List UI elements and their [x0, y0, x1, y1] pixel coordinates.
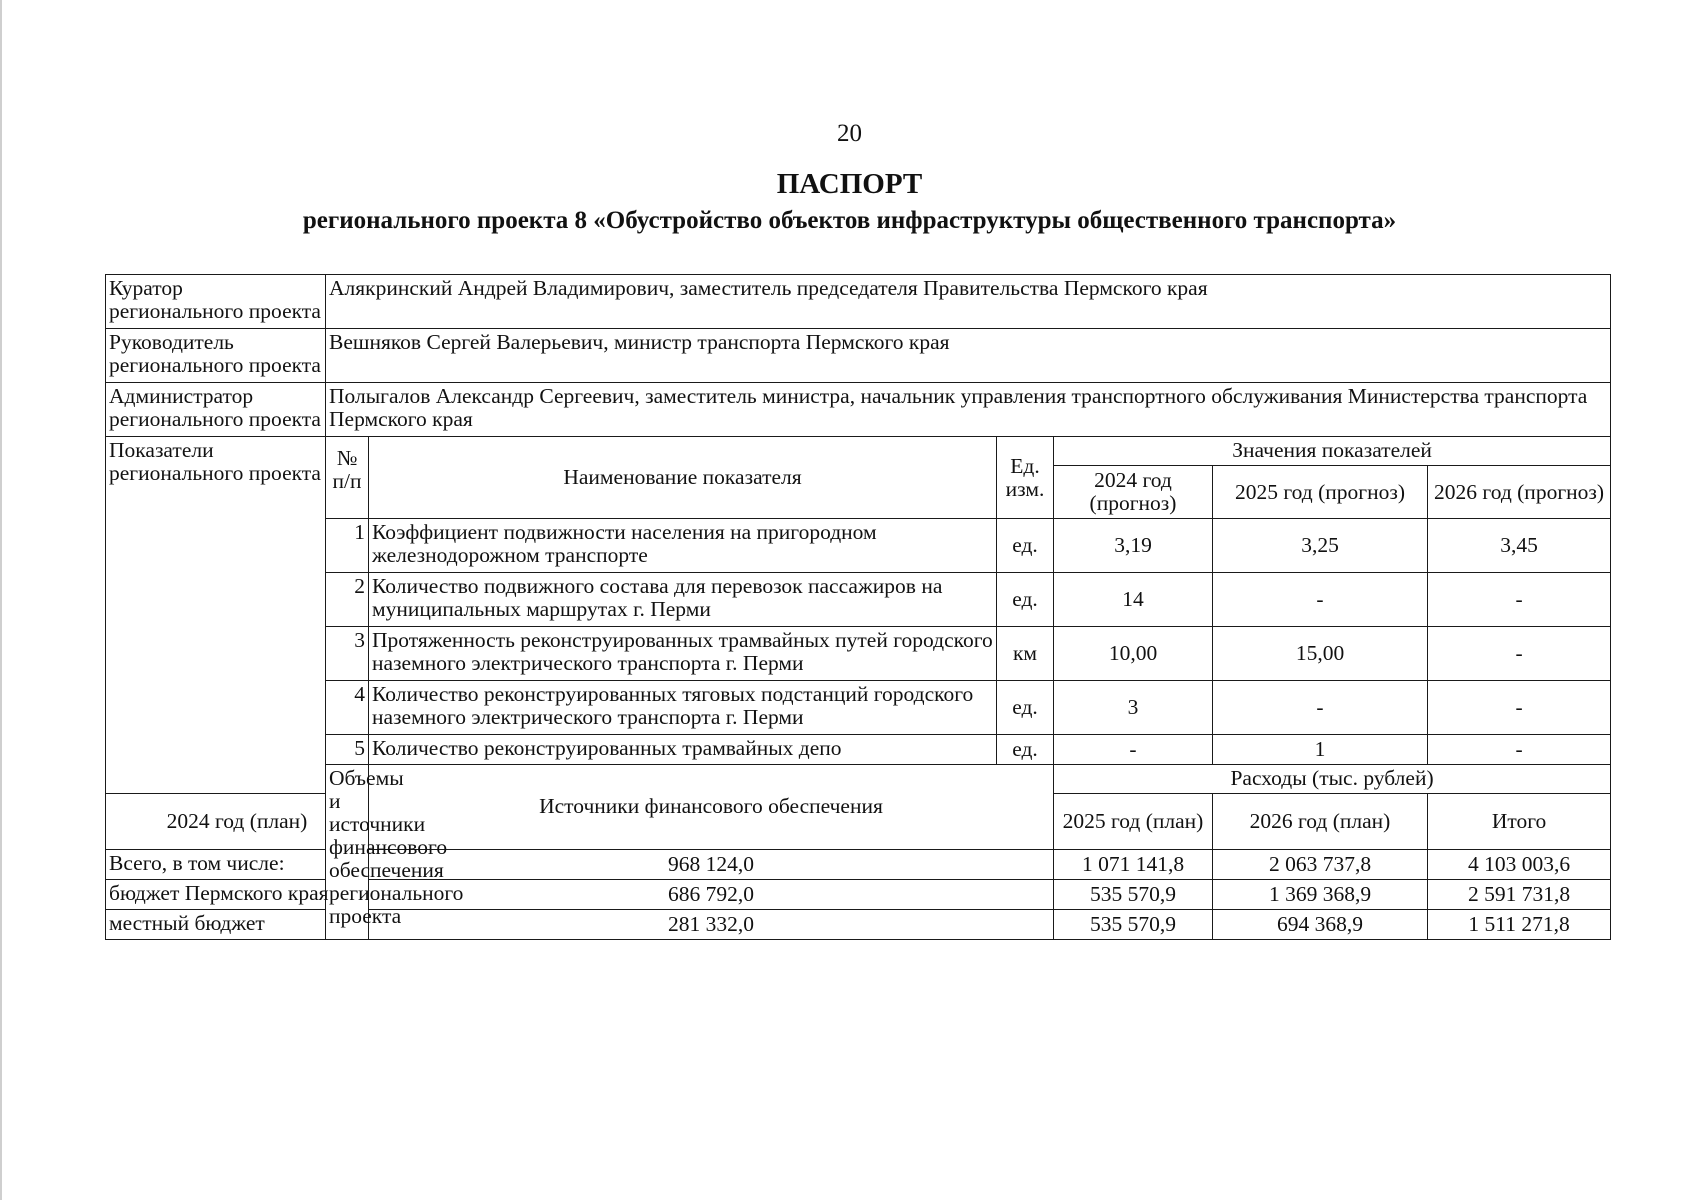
- indicator-num: 5: [326, 735, 369, 765]
- finance-year-2025: 2025 год (план): [1054, 794, 1213, 850]
- indicator-unit: ед.: [997, 681, 1054, 735]
- indicator-value-2024: 14: [1054, 573, 1213, 627]
- indicator-row: [106, 573, 1611, 627]
- passport-table: [105, 274, 1611, 940]
- indicator-name: Количество реконструированных трамвайных депо: [369, 735, 997, 765]
- finance-col-total: Итого: [1428, 794, 1611, 850]
- indicator-value-2026: -: [1428, 735, 1611, 765]
- curator-row: [106, 275, 1611, 329]
- document-title: ПАСПОРТ: [776, 168, 923, 200]
- curator-label: Куратор регионального проекта: [106, 275, 326, 329]
- indicator-value-2025: 1: [1213, 735, 1428, 765]
- indicator-row: [106, 519, 1611, 573]
- finance-value-2025: 1 071 141,8: [1054, 850, 1213, 880]
- admin-value: Полыгалов Александр Сергеевич, заместитель министра, начальник управления транспортного обслуживания Министерства транспорта Пермского края: [326, 383, 1611, 437]
- indicator-value-2024: 10,00: [1054, 627, 1213, 681]
- finance-value-2026: 694 368,9: [1213, 910, 1428, 940]
- curator-value: Алякринский Андрей Владимирович, заместитель председателя Правительства Пермского края: [326, 275, 1611, 329]
- indicator-value-2024: 3,19: [1054, 519, 1213, 573]
- indicator-unit: ед.: [997, 735, 1054, 765]
- finance-section-label: Объемы и источники финансового обеспечения регионального проекта: [326, 765, 369, 940]
- indicator-row: [106, 735, 1611, 765]
- indicator-value-2024: -: [1054, 735, 1213, 765]
- indicator-row: [106, 681, 1611, 735]
- indicator-num: 3: [326, 627, 369, 681]
- indicator-value-2026: -: [1428, 573, 1611, 627]
- admin-row: [106, 383, 1611, 437]
- indicator-value-2024: 3: [1054, 681, 1213, 735]
- head-value: Вешняков Сергей Валерьевич, министр транспорта Пермского края: [326, 329, 1611, 383]
- indicator-name: Количество реконструированных тяговых подстанций городского наземного электрического транспорта г. Перми: [369, 681, 997, 735]
- finance-year-2026: 2026 год (план): [1213, 794, 1428, 850]
- indicator-unit: ед.: [997, 573, 1054, 627]
- indicator-value-2026: -: [1428, 681, 1611, 735]
- finance-value-2026: 1 369 368,9: [1213, 880, 1428, 910]
- indicator-name: Протяженность реконструированных трамвайных путей городского наземного электрического транспорта г. Перми: [369, 627, 997, 681]
- indicators-col-num: № п/п: [326, 437, 369, 519]
- finance-source: Всего, в том числе:: [106, 850, 369, 880]
- page-number: 20: [837, 120, 862, 147]
- indicator-name: Коэффициент подвижности населения на пригородном железнодорожном транспорте: [369, 519, 997, 573]
- indicator-value-2025: 15,00: [1213, 627, 1428, 681]
- indicator-unit: км: [997, 627, 1054, 681]
- indicator-value-2025: -: [1213, 681, 1428, 735]
- finance-value-2026: 2 063 737,8: [1213, 850, 1428, 880]
- admin-label: Администратор регионального проекта: [106, 383, 326, 437]
- indicator-row: [106, 627, 1611, 681]
- indicator-num: 4: [326, 681, 369, 735]
- finance-value-2024: 968 124,0: [369, 850, 1054, 880]
- indicators-col-name: Наименование показателя: [369, 437, 997, 519]
- finance-year-2024: 2024 год (план): [106, 794, 369, 850]
- indicators-header-row: [106, 437, 1611, 466]
- finance-value-2025: 535 570,9: [1054, 910, 1213, 940]
- finance-source: бюджет Пермского края: [106, 880, 369, 910]
- indicator-value-2026: 3,45: [1428, 519, 1611, 573]
- indicator-unit: ед.: [997, 519, 1054, 573]
- head-row: [106, 329, 1611, 383]
- indicator-num: 2: [326, 573, 369, 627]
- indicator-value-2025: -: [1213, 573, 1428, 627]
- indicators-year-2025: 2025 год (прогноз): [1213, 466, 1428, 519]
- finance-col-expenses: Расходы (тыс. рублей): [1054, 765, 1611, 794]
- finance-header-row: [106, 765, 1611, 794]
- indicators-year-2026: 2026 год (прогноз): [1428, 466, 1611, 519]
- finance-value-2024: 686 792,0: [369, 880, 1054, 910]
- finance-col-sources: Источники финансового обеспечения: [369, 765, 1054, 850]
- finance-value-total: 2 591 731,8: [1428, 880, 1611, 910]
- finance-source: местный бюджет: [106, 910, 369, 940]
- finance-value-2025: 535 570,9: [1054, 880, 1213, 910]
- indicators-col-unit: Ед. изм.: [997, 437, 1054, 519]
- indicators-col-values: Значения показателей: [1054, 437, 1611, 466]
- indicator-value-2026: -: [1428, 627, 1611, 681]
- finance-value-total: 4 103 003,6: [1428, 850, 1611, 880]
- indicator-value-2025: 3,25: [1213, 519, 1428, 573]
- head-label: Руководитель регионального проекта: [106, 329, 326, 383]
- indicators-year-2024: 2024 год (прогноз): [1054, 466, 1213, 519]
- finance-value-2024: 281 332,0: [369, 910, 1054, 940]
- indicator-num: 1: [326, 519, 369, 573]
- indicators-section-label: Показатели регионального проекта: [106, 437, 326, 794]
- indicator-name: Количество подвижного состава для перевозок пассажиров на муниципальных маршрутах г. Перми: [369, 573, 997, 627]
- document-subtitle: регионального проекта 8 «Обустройство объектов инфраструктуры общественного транспорта»: [302, 207, 1397, 234]
- finance-value-total: 1 511 271,8: [1428, 910, 1611, 940]
